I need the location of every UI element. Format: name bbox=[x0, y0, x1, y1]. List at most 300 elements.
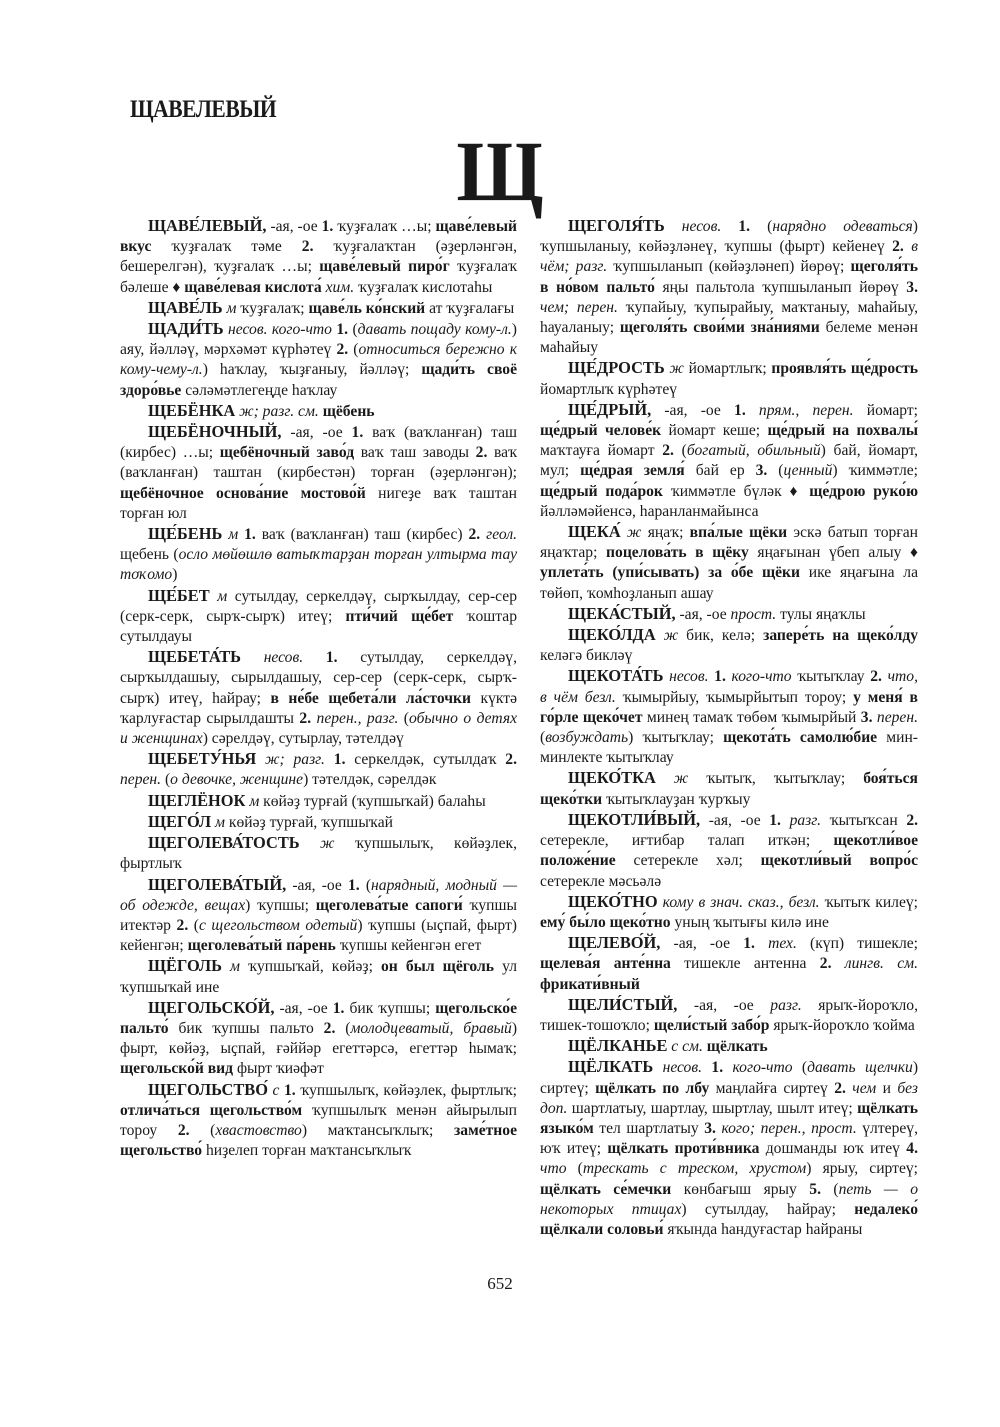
bold-phrase: 2. bbox=[177, 1121, 190, 1139]
bold-phrase: ще́дрый челове́к bbox=[540, 422, 662, 440]
grammar-label: давать пощаду кому-л. bbox=[357, 321, 512, 339]
dictionary-entry bbox=[120, 875, 517, 957]
translation-text: ( bbox=[820, 1180, 839, 1198]
translation-text bbox=[300, 835, 320, 852]
translation-text: һиҙелеп торған маҡтансыҡлыҡ bbox=[202, 1142, 412, 1160]
translation-text: ( bbox=[673, 442, 687, 460]
bold-phrase: щекота́ть самолю́бие bbox=[723, 729, 878, 747]
bold-phrase: 3. bbox=[755, 462, 768, 480]
translation-text bbox=[256, 751, 265, 768]
translation-text: ваҡ таш заводы bbox=[354, 444, 476, 462]
bold-phrase: пти́чий ще́бет bbox=[345, 607, 454, 625]
bold-phrase: ще́дрый пода́рок bbox=[540, 482, 663, 500]
translation-text: (күп) тишекле; bbox=[796, 935, 918, 953]
translation-text: и bbox=[876, 1079, 898, 1097]
grammar-label: ценный bbox=[783, 462, 833, 480]
headword: ЩЕГО́Л bbox=[148, 811, 212, 831]
translation-text: -ая, -ое bbox=[677, 996, 771, 1014]
translation-text: ҡуҙғалаҡ тәме bbox=[151, 238, 302, 256]
bold-phrase: щади́ть своё здоро́вье bbox=[120, 361, 517, 399]
translation-text bbox=[656, 770, 674, 787]
dictionary-entry bbox=[120, 833, 517, 874]
bold-phrase: щёлкать по лбу bbox=[595, 1079, 710, 1097]
headword: ЩЕГОЛЯ́ТЬ bbox=[568, 216, 665, 235]
bold-phrase: уплета́ть (упи́сывать) за о́бе щёки bbox=[540, 564, 801, 582]
section-letter: Щ bbox=[456, 123, 544, 219]
translation-text: бай ер bbox=[684, 462, 756, 480]
grammar-label: перен., разг. bbox=[316, 709, 399, 727]
translation-text: ҡупшыҡай, көйәҙ; bbox=[239, 958, 381, 976]
bold-phrase: щёлкать bbox=[706, 1038, 768, 1056]
translation-text: ул ҡупшыҡай ине bbox=[120, 958, 517, 996]
translation-text: күктә ҡарлуғастар сырылдашты bbox=[120, 689, 517, 727]
translation-text: ҡупшы кейенгән егет bbox=[335, 937, 482, 955]
bold-phrase: 2. bbox=[892, 238, 904, 256]
bold-phrase: 2. bbox=[662, 442, 674, 460]
translation-text: -ая, -ое bbox=[281, 424, 352, 442]
grammar-label: ж; разг. bbox=[265, 751, 325, 769]
bold-phrase: 1. bbox=[743, 935, 755, 953]
translation-text: ( bbox=[792, 1059, 808, 1077]
translation-text: тишекле антенна bbox=[670, 955, 820, 973]
bold-phrase: щекотли́вый вопро́с bbox=[760, 852, 919, 870]
grammar-label: осло мөйөшлө ватыҡтарҙан торған ултырма тау тоҡомо bbox=[120, 546, 517, 584]
translation-text: ҡытыҡлауҙан ҡурҡыу bbox=[602, 790, 751, 808]
grammar-label: петь — о некоторых птицах bbox=[540, 1180, 918, 1218]
translation-text: йәлләмәйенсә, һаранланмайынса bbox=[540, 502, 759, 520]
headword: ЩЕКО́ТКА bbox=[568, 768, 656, 788]
bold-phrase: поцелова́ть в щёку bbox=[606, 544, 749, 562]
grammar-label: несов. bbox=[669, 668, 709, 686]
bold-phrase: ему́ бы́ло щеко́тно bbox=[540, 913, 671, 931]
grammar-label: ж bbox=[320, 835, 335, 853]
bold-phrase: 1. bbox=[325, 649, 338, 667]
grammar-label: молодцеватый, бравый bbox=[350, 1019, 512, 1037]
bold-phrase: 2. bbox=[336, 341, 349, 359]
headword: ЩЕКА́СТЫЙ, bbox=[568, 603, 676, 623]
translation-text: сәләмәтлегеңде һаҡлау bbox=[181, 381, 338, 399]
bold-phrase: проявля́ть ще́дрость bbox=[771, 360, 918, 378]
grammar-label: чем bbox=[852, 1079, 877, 1097]
translation-text: сутылдау, серкелдәү, сырҡылдау, сер-сер (серк-серк, сырҡ-сырҡ) итеү; bbox=[120, 587, 518, 625]
translation-text: ваҡ (ваҡланған) таш (кирбес) …ы; bbox=[120, 424, 517, 462]
bold-phrase: боя́ться щеко́тки bbox=[540, 770, 918, 808]
translation-text: дошманды юҡ итеү bbox=[759, 1140, 907, 1158]
bold-phrase: ще́дрою руко́ю bbox=[809, 482, 918, 500]
bold-phrase: 1. bbox=[321, 218, 334, 235]
headword: ЩЁЛКАТЬ bbox=[568, 1057, 654, 1077]
bold-phrase: 1. bbox=[711, 1059, 724, 1077]
headword: ЩЕГОЛЕВА́ТЫЙ, bbox=[148, 874, 287, 894]
grammar-label: несов. bbox=[263, 649, 304, 667]
bold-phrase: 1. bbox=[332, 999, 345, 1017]
grammar-label: кого-что bbox=[731, 668, 792, 686]
bold-phrase: 2. bbox=[906, 811, 919, 829]
translation-text: ) тәтелдәк, сәрелдәк bbox=[303, 771, 437, 789]
translation-text: сутылдау, серкелдәү, сырҡылдашыу, сырылдашыу, сер-сер (серк-серк, сырҡ-сырҡ) итеү, һайрау; bbox=[120, 649, 517, 707]
grammar-label: чем; перен. bbox=[540, 298, 618, 316]
bold-phrase: 3. bbox=[704, 1119, 716, 1137]
dictionary-entry bbox=[120, 647, 517, 749]
translation-text: ҡупшылыҡ менән айырылып тороу bbox=[120, 1101, 517, 1139]
grammar-label: лингв. см. bbox=[844, 955, 918, 973]
bold-phrase: 2. bbox=[176, 916, 189, 934]
grammar-label: м bbox=[228, 526, 239, 544]
translation-text: нигеҙе ваҡ таштан торған юл bbox=[120, 484, 517, 522]
grammar-label: что bbox=[540, 1160, 567, 1178]
translation-text: көйәҙ турғай, ҡупшыҡай bbox=[224, 813, 393, 831]
grammar-label: в чём; разг. bbox=[540, 238, 918, 276]
headword: ЩЕКО́ЛДА bbox=[568, 625, 656, 645]
bold-phrase: ще́дрый на похвалы́ bbox=[767, 422, 918, 440]
translation-text bbox=[325, 751, 334, 768]
grammar-label: ж bbox=[669, 360, 684, 378]
bold-phrase: щаве́левая кислота́ bbox=[184, 278, 322, 296]
grammar-label: без доп. bbox=[540, 1079, 918, 1117]
grammar-label: что, в чём безл. bbox=[540, 668, 918, 706]
bold-phrase: 5. bbox=[809, 1180, 821, 1198]
grammar-label: трескать с треском, хрустом bbox=[582, 1160, 807, 1178]
translation-text: бик ҡупшы; bbox=[344, 999, 436, 1017]
dictionary-entry bbox=[120, 524, 517, 586]
translation-text: ( bbox=[566, 1160, 583, 1178]
headword: ЩЕКО́ТНО bbox=[568, 891, 658, 911]
translation-text: ) сәрелдәү, сутырлау, тәтелдәү bbox=[202, 730, 404, 748]
headword: ЩЕ́БЕТ bbox=[148, 585, 210, 605]
dictionary-entry bbox=[540, 216, 918, 358]
bold-phrase: впа́лые щёки bbox=[689, 524, 788, 542]
translation-text: ( bbox=[348, 341, 359, 359]
translation-text: ) ҡиммәтле; bbox=[832, 462, 918, 480]
translation-text: ҡуҙғалаҡ; bbox=[236, 299, 309, 317]
right-column bbox=[540, 216, 918, 1240]
translation-text: -ая, -ое bbox=[660, 935, 744, 953]
headword: ЩЕБЕТА́ТЬ bbox=[148, 647, 241, 667]
translation-text: ҡытыҡлау bbox=[791, 668, 871, 686]
grammar-label: ж bbox=[626, 524, 642, 542]
grammar-label: ж bbox=[663, 627, 679, 645]
grammar-label: кому в знач. сказ., безл. bbox=[662, 893, 820, 911]
translation-text bbox=[665, 218, 682, 235]
translation-text: ҡуҙғалаҡ кислотаһы bbox=[354, 278, 493, 296]
dictionary-entry bbox=[540, 933, 918, 995]
grammar-label: м bbox=[226, 299, 237, 317]
translation-text: ҡупайыу, ҡупырайыу, маҡтаныу, маһайыу, һауаланыу; bbox=[540, 298, 918, 337]
headword: ЩЕ́ДРЫЙ, bbox=[568, 399, 652, 419]
bold-phrase: у меня́ в го́рле щеко́чет bbox=[540, 688, 918, 726]
translation-text bbox=[241, 649, 264, 666]
translation-text bbox=[702, 1059, 711, 1076]
left-column bbox=[120, 216, 517, 1161]
dictionary-entry bbox=[540, 358, 918, 399]
translation-text: ) ярыу, сиртеү; bbox=[806, 1160, 919, 1178]
translation-text: ҡытыҡ килеү; bbox=[819, 893, 919, 911]
translation-text: ваҡ (ваҡланған) таштан (кирбестән) торған (әҙерләнгән); bbox=[120, 444, 517, 482]
bold-phrase: щели́стый забо́р bbox=[653, 1016, 770, 1034]
grammar-label: геол. bbox=[486, 526, 518, 544]
bold-phrase: 2. bbox=[834, 1079, 846, 1097]
headword: ЩЕ́ДРОСТЬ bbox=[568, 358, 665, 378]
grammar-label: несов. bbox=[681, 218, 722, 235]
bold-phrase: щёлкать языко́м bbox=[540, 1099, 918, 1137]
bold-phrase: 2. bbox=[323, 1019, 336, 1037]
bold-phrase: 2. bbox=[870, 668, 882, 686]
translation-text: ҡуҙғалаҡтан (әҙерләнгән, бешерелгән), ҡуҙғалаҡ …ы; bbox=[120, 238, 517, 276]
translation-text: сетерекле мәсьәлә bbox=[540, 872, 662, 890]
grammar-label: нарядный, модный — об одежде, вещах bbox=[120, 876, 517, 914]
translation-text: ) ҡытыҡлау; bbox=[628, 729, 724, 747]
bold-phrase: отлича́ться щегольство́м bbox=[120, 1101, 303, 1119]
translation-text: яҡында һандуғастар һайраны bbox=[663, 1220, 863, 1238]
translation-text: шартлатыу, шартлау, шыртлау, шылт итеү; bbox=[567, 1099, 858, 1117]
translation-text: йомартлыҡ; bbox=[683, 360, 772, 378]
translation-text bbox=[653, 1059, 662, 1076]
translation-text: бик, келә; bbox=[678, 627, 764, 645]
translation-text bbox=[831, 955, 844, 972]
grammar-label: разг. bbox=[789, 811, 822, 829]
bold-phrase: 1. bbox=[347, 876, 360, 894]
bold-phrase: щегольско́й вид bbox=[120, 1060, 234, 1078]
translation-text: ат ҡуҙғалағы bbox=[425, 299, 515, 317]
translation-text: ҡуҙғалаҡ …ы; bbox=[333, 218, 436, 235]
bold-phrase: заме́тное щегольство́ bbox=[120, 1121, 517, 1160]
translation-text: минең тамаҡ төбөм ҡымырйый bbox=[642, 708, 861, 726]
translation-text: -ая, -ое bbox=[286, 876, 348, 894]
grammar-label: относиться бережно к кому-чему-л. bbox=[120, 341, 517, 379]
dictionary-entry bbox=[540, 604, 918, 625]
headword: ЩЁЛКАНЬЕ bbox=[568, 1036, 668, 1056]
translation-text: ҡоштар сутылдауы bbox=[120, 607, 517, 646]
translation-text bbox=[755, 935, 768, 952]
bold-phrase: щегольско́е пальто́ bbox=[120, 999, 517, 1037]
bold-phrase: щаве́ль ко́нский bbox=[308, 299, 426, 317]
translation-text: яңағынан үбеп алыу ♦ bbox=[748, 544, 918, 562]
dictionary-entry bbox=[540, 522, 918, 604]
translation-text: ) фырт, көйәҙ, ыҫпай, ғәййәр егеттәрсә, егеттәр һымаҡ; bbox=[120, 1019, 518, 1058]
dictionary-entry bbox=[540, 666, 918, 768]
translation-text: эскә батып торған яңаҡтар; bbox=[540, 524, 919, 562]
translation-text: тулы яңаҡлы bbox=[776, 605, 866, 623]
translation-text: -ая, -ое bbox=[675, 605, 731, 623]
bold-phrase: 1. bbox=[714, 668, 726, 686]
bold-phrase: щаве́левый вкус bbox=[120, 218, 518, 256]
bold-phrase: щеголева́тый па́рень bbox=[187, 937, 336, 955]
grammar-label: м bbox=[230, 958, 240, 976]
translation-text: ( bbox=[161, 771, 171, 789]
grammar-label: м bbox=[249, 792, 260, 810]
bold-phrase: 4. bbox=[906, 1140, 918, 1158]
dictionary-entry bbox=[120, 422, 517, 524]
translation-text bbox=[656, 627, 664, 644]
grammar-label: с см. bbox=[671, 1038, 703, 1056]
translation-text: уның ҡытығы килә ине bbox=[670, 913, 829, 931]
grammar-label: богатый, обильный bbox=[686, 442, 821, 460]
dictionary-entry bbox=[120, 298, 517, 319]
bold-phrase: запере́ть на щеко́лду bbox=[763, 627, 919, 645]
dictionary-entry bbox=[540, 810, 918, 892]
bold-phrase: щёбень bbox=[322, 402, 375, 420]
dictionary-entry bbox=[120, 956, 517, 997]
translation-text: ) бай, йомарт, мул; bbox=[540, 442, 919, 480]
bold-phrase: щекотли́вое положе́ние bbox=[540, 832, 918, 870]
translation-text: йомартлыҡ күрһәтеү bbox=[540, 380, 678, 398]
headword: ЩЕГОЛЬСТВО́ bbox=[148, 1079, 268, 1099]
bold-phrase: 3. bbox=[906, 278, 918, 296]
bold-phrase: 3. bbox=[860, 708, 873, 726]
dictionary-entry bbox=[120, 998, 517, 1080]
translation-text: сетерекле хәл; bbox=[615, 852, 761, 870]
translation-text: ҡупшыланып (көйәҙләнеп) йөрөү; bbox=[607, 258, 851, 276]
translation-text: яңаҡ; bbox=[641, 524, 690, 542]
bold-phrase: фрикати́вный bbox=[540, 975, 640, 993]
dictionary-entry bbox=[540, 768, 918, 809]
grammar-label: ж; разг. см. bbox=[239, 402, 319, 420]
grammar-label: кого; перен., прост. bbox=[721, 1119, 857, 1137]
bold-phrase: 1. bbox=[244, 526, 256, 544]
translation-text: ( bbox=[750, 218, 773, 235]
bold-phrase: щебёночное основа́ние мостово́й bbox=[120, 484, 366, 502]
grammar-label: хим. bbox=[325, 278, 355, 296]
translation-text: ) ҡупшыланыу, көйәҙләнеү, ҡупшы (фырт) кейенеү bbox=[540, 218, 918, 256]
translation-text: ярыҡ-йороҡло, тишек-тошоҡло; bbox=[540, 996, 918, 1034]
translation-text: ( bbox=[188, 916, 199, 934]
grammar-label: прост. bbox=[730, 605, 777, 623]
translation-text: щебень ( bbox=[120, 546, 179, 564]
dictionary-entry bbox=[540, 995, 918, 1036]
translation-text: ҡиммәтле бүләк ♦ bbox=[662, 482, 810, 500]
translation-text: ( bbox=[189, 1121, 216, 1139]
translation-text: ярыҡ-йороҡло ҡойма bbox=[769, 1016, 915, 1034]
translation-text: ) маҡтансыҡлыҡ; bbox=[301, 1121, 455, 1139]
grammar-label: давать щелчки bbox=[807, 1059, 913, 1077]
translation-text: -ая, -ое bbox=[700, 811, 770, 829]
bold-phrase: щёлкать се́мечки bbox=[540, 1180, 672, 1198]
translation-text: ( bbox=[348, 321, 358, 339]
dictionary-entry bbox=[120, 319, 517, 401]
bold-phrase: 1. bbox=[336, 321, 349, 339]
translation-text: ҡупшылыҡ, көйәҙлек, фыртлыҡ; bbox=[295, 1081, 517, 1099]
page-number: 652 bbox=[487, 1274, 513, 1293]
dictionary-entry bbox=[120, 812, 517, 833]
grammar-label: возбуждать bbox=[545, 729, 629, 747]
bold-phrase: 2. bbox=[505, 751, 517, 769]
grammar-label: с bbox=[272, 1081, 280, 1099]
bold-phrase: щебёночный заво́д bbox=[219, 444, 355, 462]
translation-text: -ая, -ое bbox=[274, 999, 333, 1017]
headword: ЩЕКА́ bbox=[568, 522, 621, 542]
grammar-label: обычно о детях и женщинах bbox=[120, 709, 517, 748]
translation-text: ) һаҡлау, ҡыҙғаныу, йәлләү; bbox=[202, 361, 422, 379]
translation-text: ) аяу, йәлләү, мәрхәмәт күрһәтеү bbox=[120, 321, 517, 359]
headword: ЩЕГОЛЕВА́ТОСТЬ bbox=[148, 833, 300, 853]
translation-text: мин-минлекте ҡытыҡлау bbox=[540, 729, 918, 767]
bold-phrase: он был щёголь bbox=[381, 958, 495, 976]
translation-text: ( bbox=[540, 729, 546, 747]
headword: ЩЕГЛЁНОК bbox=[148, 790, 246, 810]
dictionary-entry bbox=[540, 892, 918, 933]
grammar-label: м bbox=[215, 813, 225, 831]
bold-phrase: щеголя́ть свои́ми зна́ниями bbox=[619, 319, 820, 337]
bold-phrase: 2. bbox=[301, 238, 314, 256]
translation-text bbox=[303, 649, 326, 666]
translation-text: ваҡ (ваҡланған) таш (кирбес) bbox=[255, 526, 469, 544]
dictionary-entry bbox=[540, 625, 918, 666]
bold-phrase: щаве́левый пиро́г bbox=[319, 258, 450, 276]
translation-text: ) сутылдау, һайрау; bbox=[681, 1200, 855, 1218]
bold-phrase: щеголя́ть в но́вом пальто́ bbox=[540, 258, 918, 296]
headword: ЩАДИ́ТЬ bbox=[148, 319, 224, 339]
grammar-label: перен. bbox=[876, 708, 918, 726]
headword: ЩЕЛЕВО́Й, bbox=[568, 933, 661, 953]
headword: ЩЕЛИ́СТЫЙ, bbox=[568, 994, 678, 1014]
translation-text: яңы пальтола ҡупшыланып йөрөү bbox=[654, 278, 907, 296]
translation-text: тел шартлатыу bbox=[593, 1119, 705, 1137]
grammar-label: ж bbox=[673, 770, 689, 788]
translation-text: келәгә бикләү bbox=[540, 647, 633, 665]
translation-text: маҡтауға йомарт bbox=[540, 442, 663, 460]
bold-phrase: 2. bbox=[475, 444, 488, 462]
translation-text: ҡуҙғалаҡ бәлеше ♦ bbox=[120, 258, 517, 296]
headword: ЩЕБЁНКА bbox=[148, 400, 236, 420]
dictionary-entry bbox=[120, 216, 517, 298]
bold-phrase: 2. bbox=[299, 709, 312, 727]
bold-phrase: 1. bbox=[351, 424, 364, 442]
translation-text: үлтереү, юҡ итеү; bbox=[540, 1119, 918, 1158]
translation-text bbox=[721, 218, 738, 235]
grammar-label: тех. bbox=[768, 935, 797, 953]
grammar-label: перен. bbox=[120, 771, 162, 789]
dictionary-entry bbox=[120, 586, 517, 648]
headword: ЩЕ́БЕНЬ bbox=[148, 524, 223, 544]
translation-text: ( bbox=[767, 462, 784, 480]
translation-text: ( bbox=[335, 1019, 351, 1037]
translation-text: ) ҡупшы (ыҫпай, фырт) кейенгән; bbox=[120, 916, 517, 955]
translation-text: йомарт кеше; bbox=[661, 422, 768, 440]
grammar-label: нарядно одеваться bbox=[772, 218, 913, 235]
translation-text: ҡупшылыҡ, көйәҙлек, фыртлыҡ bbox=[120, 835, 518, 873]
bold-phrase: 1. bbox=[734, 401, 746, 419]
translation-text bbox=[781, 812, 790, 829]
dictionary-entry bbox=[540, 1036, 918, 1057]
bold-phrase: щёлкать проти́вника bbox=[607, 1140, 760, 1158]
dictionary-entry bbox=[540, 1057, 918, 1240]
grammar-label: хвастовство bbox=[215, 1121, 302, 1139]
grammar-label: о девочке, женщине bbox=[170, 771, 304, 789]
translation-text bbox=[746, 402, 759, 419]
headword: ЩАВЕ́ЛЬ bbox=[148, 297, 223, 317]
translation-text: ) сиртеү; bbox=[540, 1059, 919, 1097]
headword: ЩЕГОЛЬСКО́Й, bbox=[148, 997, 275, 1017]
headword: ЩЕКОТА́ТЬ bbox=[568, 666, 664, 686]
translation-text: белеме менән маһайыу bbox=[540, 319, 918, 357]
translation-text: сетерекле, иғтибар талап иткән; bbox=[540, 832, 834, 850]
translation-text: -ая, -ое bbox=[266, 218, 322, 235]
bold-phrase: 2. bbox=[819, 955, 832, 973]
translation-text: ҡымырйыу, ҡымырйытып тороу; bbox=[615, 688, 854, 706]
translation-text: көйәҙ турғай (ҡупшыҡай) балаһы bbox=[259, 792, 486, 810]
bold-phrase: 2. bbox=[468, 526, 481, 544]
dictionary-entry bbox=[120, 791, 517, 812]
bold-phrase: недалеко́ щёлкали соловьи́ bbox=[540, 1200, 918, 1238]
grammar-label: прям., перен. bbox=[758, 401, 854, 419]
translation-text: маңлайға сиртеү bbox=[709, 1079, 835, 1097]
translation-text: ҡытыҡ, ҡытыҡлау; bbox=[688, 770, 864, 788]
bold-phrase: 1. bbox=[283, 1081, 296, 1099]
grammar-label: несов. кого-что bbox=[228, 321, 332, 339]
dictionary-entry bbox=[120, 749, 517, 790]
translation-text: йомарт; bbox=[853, 401, 918, 419]
grammar-label: кого-что bbox=[732, 1059, 793, 1077]
